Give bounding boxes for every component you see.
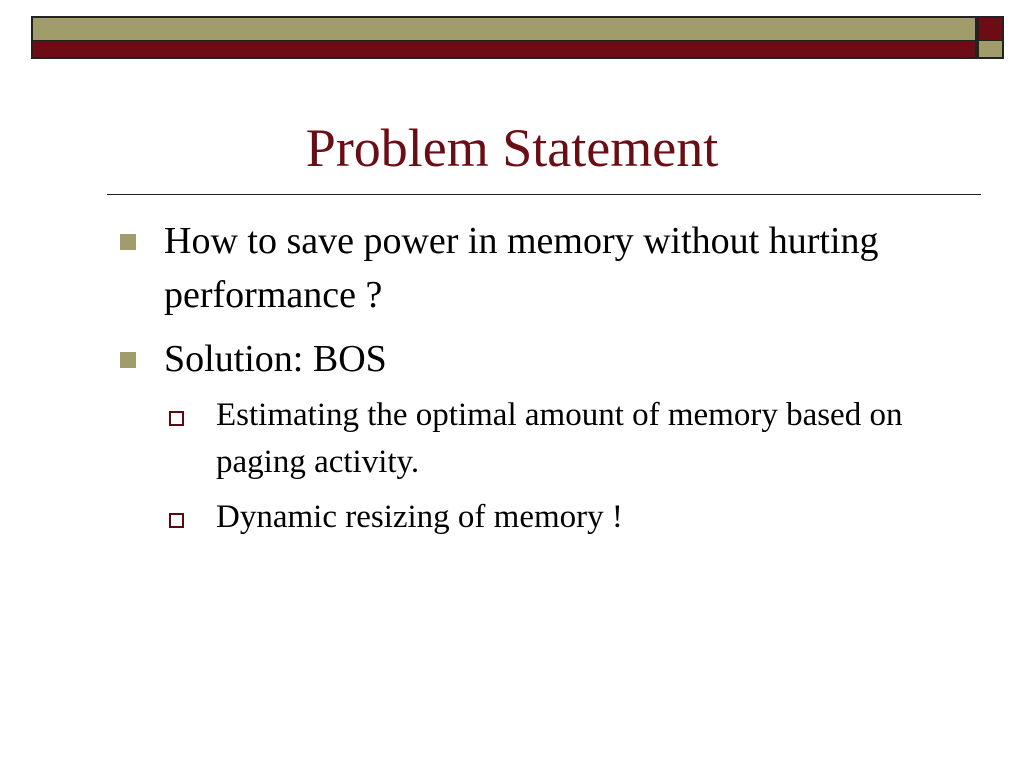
hollow-square-icon	[169, 513, 184, 528]
bullet-item	[114, 214, 914, 322]
filled-square-icon	[120, 352, 136, 368]
header-banner-red	[31, 41, 977, 59]
bullet-item	[114, 332, 914, 386]
title-divider	[107, 194, 981, 195]
sub-bullet-text: Dynamic resizing of memory !	[216, 499, 623, 535]
corner-block-red	[977, 16, 1004, 42]
sub-bullet-text: Estimating the optimal amount of memory based on paging activity.	[216, 397, 903, 480]
corner-block-olive	[977, 41, 1004, 59]
filled-square-icon	[120, 234, 136, 250]
header-banner-olive	[31, 16, 977, 42]
hollow-square-icon	[169, 411, 184, 426]
sub-bullet-item	[114, 392, 914, 486]
sub-bullet-item	[114, 494, 914, 541]
bullet-text: Solution: BOS	[164, 338, 387, 380]
slide-title: Problem Statement	[305, 118, 719, 178]
slide-body	[114, 214, 914, 549]
bullet-text: How to save power in memory without hurting performance ?	[164, 220, 879, 316]
